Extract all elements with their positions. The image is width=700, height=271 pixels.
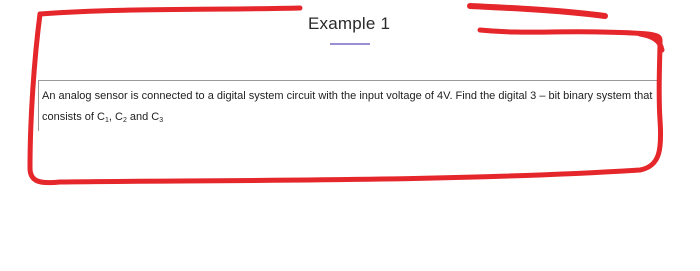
- subscript-1: 1: [104, 117, 109, 124]
- separator-1: , C: [108, 111, 123, 123]
- red-marker-top-stroke: [40, 8, 300, 14]
- problem-statement: [42, 86, 657, 131]
- example-title: Example 1: [308, 14, 391, 33]
- title-underline: [330, 43, 370, 45]
- separator-2: and C: [126, 111, 160, 123]
- problem-text: An analog sensor is connected to a digital system circuit with the input voltage of 4V. Find the digital 3 – bit binary system that consists of C: [42, 90, 653, 123]
- subscript-2: 2: [122, 117, 127, 124]
- red-marker-top-right-stroke: [470, 6, 605, 16]
- red-marker-corner-stroke: [640, 34, 662, 50]
- subscript-3: 3: [159, 117, 164, 124]
